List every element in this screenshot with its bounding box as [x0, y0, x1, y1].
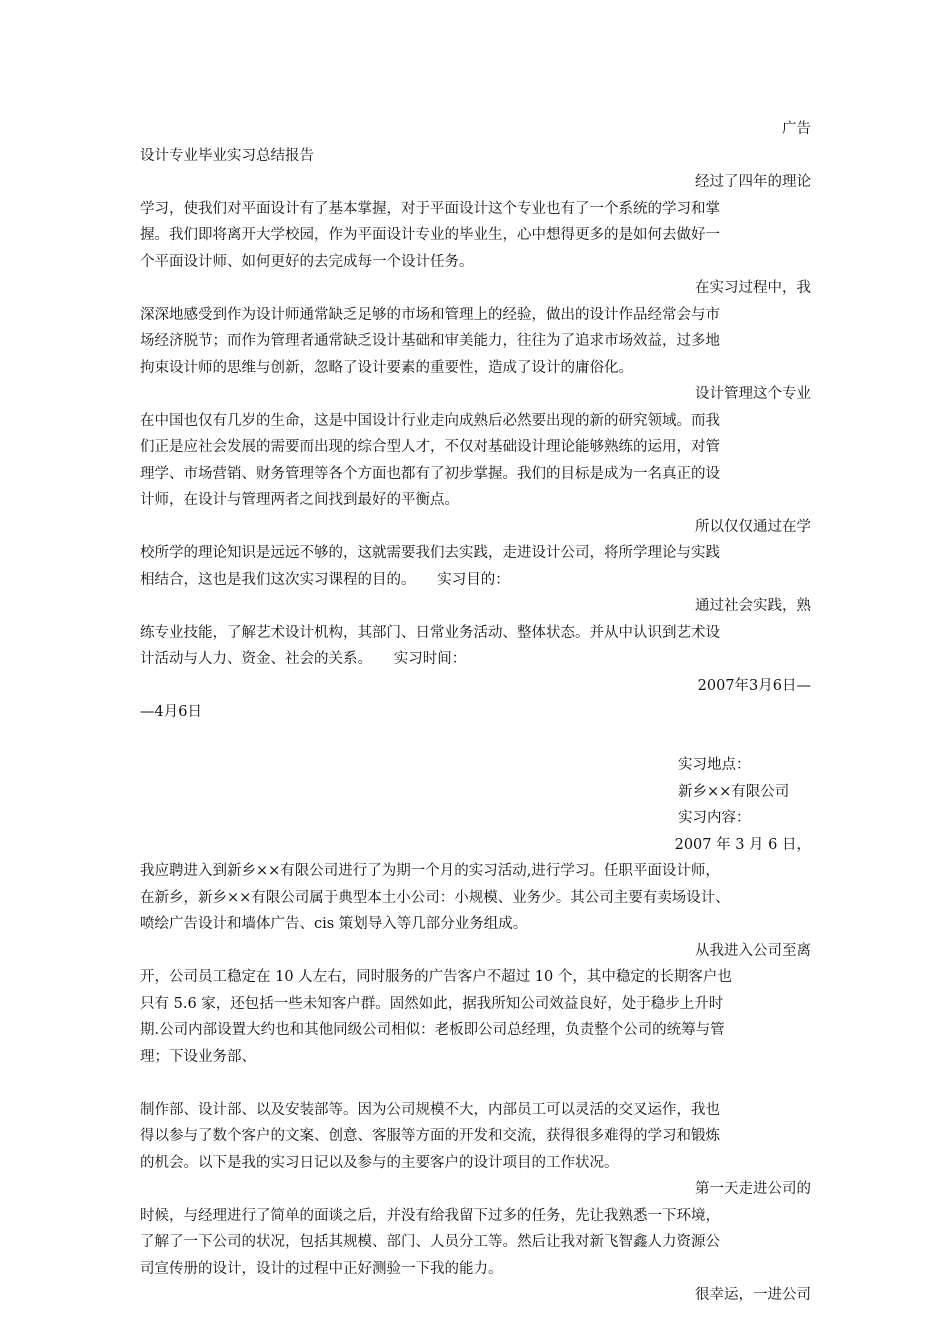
paragraph-line: 第一天走进公司的	[695, 1181, 811, 1197]
paragraph-line: 实习内容：	[678, 810, 751, 826]
paragraph-line: 学习，使我们对平面设计有了基本掌握，对于平面设计这个专业也有了一个系统的学习和掌	[140, 200, 720, 217]
paragraph-line: 司宣传册的设计，设计的过程中正好测验一下我的能力。	[140, 1260, 503, 1277]
paragraph-line: 只有 5.6 家，还包括一些未知客户群。固然如此，据我所知公司效益良好，处于稳步上升时	[140, 995, 724, 1012]
paragraph-line: 理学、市场营销、财务管理等各个方面也都有了初步掌握。我们的目标是成为一名真正的设	[140, 465, 720, 482]
paragraph-line: 们正是应社会发展的需要而出现的综合型人才，不仅对基础设计理论能够熟练的运用，对管	[140, 439, 720, 455]
paragraph-line: 拘束设计师的思维与创新，忽略了设计要素的重要性，造成了设计的庸俗化。	[140, 359, 633, 376]
paragraph-line: 2007年3月6日—	[697, 677, 811, 694]
paragraph-line: 2007 年 3 月 6 日，	[674, 836, 811, 853]
paragraph-line: 通过社会实践，熟	[695, 598, 811, 614]
paragraph-line: 喷绘广告设计和墙体广告、cis 策划导入等几部分业务组成。	[140, 916, 528, 932]
blank-line	[140, 1070, 811, 1097]
paragraph-line: 计师，在设计与管理两者之间找到最好的平衡点。	[140, 492, 459, 508]
document-body	[140, 116, 811, 1309]
paragraph-line: 了解了一下公司的状况，包括其规模、部门、人员分工等。然后让我对新飞智鑫人力资源公	[140, 1234, 720, 1250]
paragraph-line: 在中国也仅有几岁的生命，这是中国设计行业走向成熟后必然要出现的新的研究领域。而我	[140, 412, 720, 429]
paragraph-line: 设计管理这个专业	[695, 386, 811, 402]
paragraph-line: 相结合，这也是我们这次实习课程的目的。 实习目的：	[140, 571, 510, 588]
paragraph-line: 的机会。以下是我的实习日记以及参与的主要客户的设计项目的工作状况。	[140, 1154, 619, 1171]
paragraph-line: 经过了四年的理论	[695, 174, 811, 190]
paragraph-line: 所以仅仅通过在学	[695, 518, 811, 535]
paragraph-line: —4月6日	[140, 704, 202, 720]
blank-line	[140, 726, 811, 753]
paragraph-line: 理；下设业务部、	[140, 1048, 256, 1065]
paragraph-line: 实习地点：	[678, 757, 751, 773]
paragraph-line: 练专业技能，了解艺术设计机构，其部门、日常业务活动、整体状态。并从中认识到艺术设	[140, 624, 720, 641]
paragraph-line: 场经济脱节；而作为管理者通常缺乏设计基础和审美能力，往往为了追求市场效益，过多地	[140, 333, 720, 349]
header-label: 广告	[782, 121, 811, 137]
paragraph-line: 新乡××有限公司	[678, 783, 790, 800]
paragraph-line: 很幸运，一进公司	[695, 1287, 811, 1303]
paragraph-line: 期.公司内部设置大约也和其他同级公司相似：老板即公司总经理，负责整个公司的统筹与管	[140, 1022, 725, 1038]
paragraph-line: 计活动与人力、资金、社会的关系。 实习时间：	[140, 651, 467, 667]
paragraph-line: 我应聘进入到新乡××有限公司进行了为期一个月的实习活动,进行学习。任职平面设计师，	[140, 863, 720, 879]
paragraph-line: 从我进入公司至离	[695, 942, 811, 959]
paragraph-line: 深深地感受到作为设计师通常缺乏足够的市场和管理上的经验，做出的设计作品经常会与市	[140, 306, 720, 323]
paragraph-line: 得以参与了数个客户的文案、创意、客服等方面的开发和交流，获得很多难得的学习和锻炼	[140, 1128, 720, 1144]
paragraph-line: 个平面设计师、如何更好的去完成每一个设计任务。	[140, 253, 474, 270]
paragraph-line: 在新乡，新乡××有限公司属于典型本土小公司：小规模、业务少。其公司主要有卖场设计、	[140, 889, 730, 906]
paragraph-line: 制作部、设计部、以及安装部等。因为公司规模不大，内部员工可以灵活的交叉运作，我也	[140, 1101, 720, 1118]
paragraph-line: 在实习过程中，我	[695, 280, 811, 296]
paragraph-line: 开，公司员工稳定在 10 人左右，同时服务的广告客户不超过 10 个，其中稳定的长期客户也	[140, 969, 732, 985]
paragraph-line: 校所学的理论知识是远远不够的，这就需要我们去实践，走进设计公司，将所学理论与实践	[140, 545, 720, 561]
paragraph-line: 握。我们即将离开大学校园，作为平面设计专业的毕业生，心中想得更多的是如何去做好一	[140, 227, 720, 243]
document-title: 设计专业毕业实习总结报告	[140, 147, 314, 164]
paragraph-line: 时候，与经理进行了简单的面谈之后，并没有给我留下过多的任务，先让我熟悉一下环境，	[140, 1207, 720, 1224]
